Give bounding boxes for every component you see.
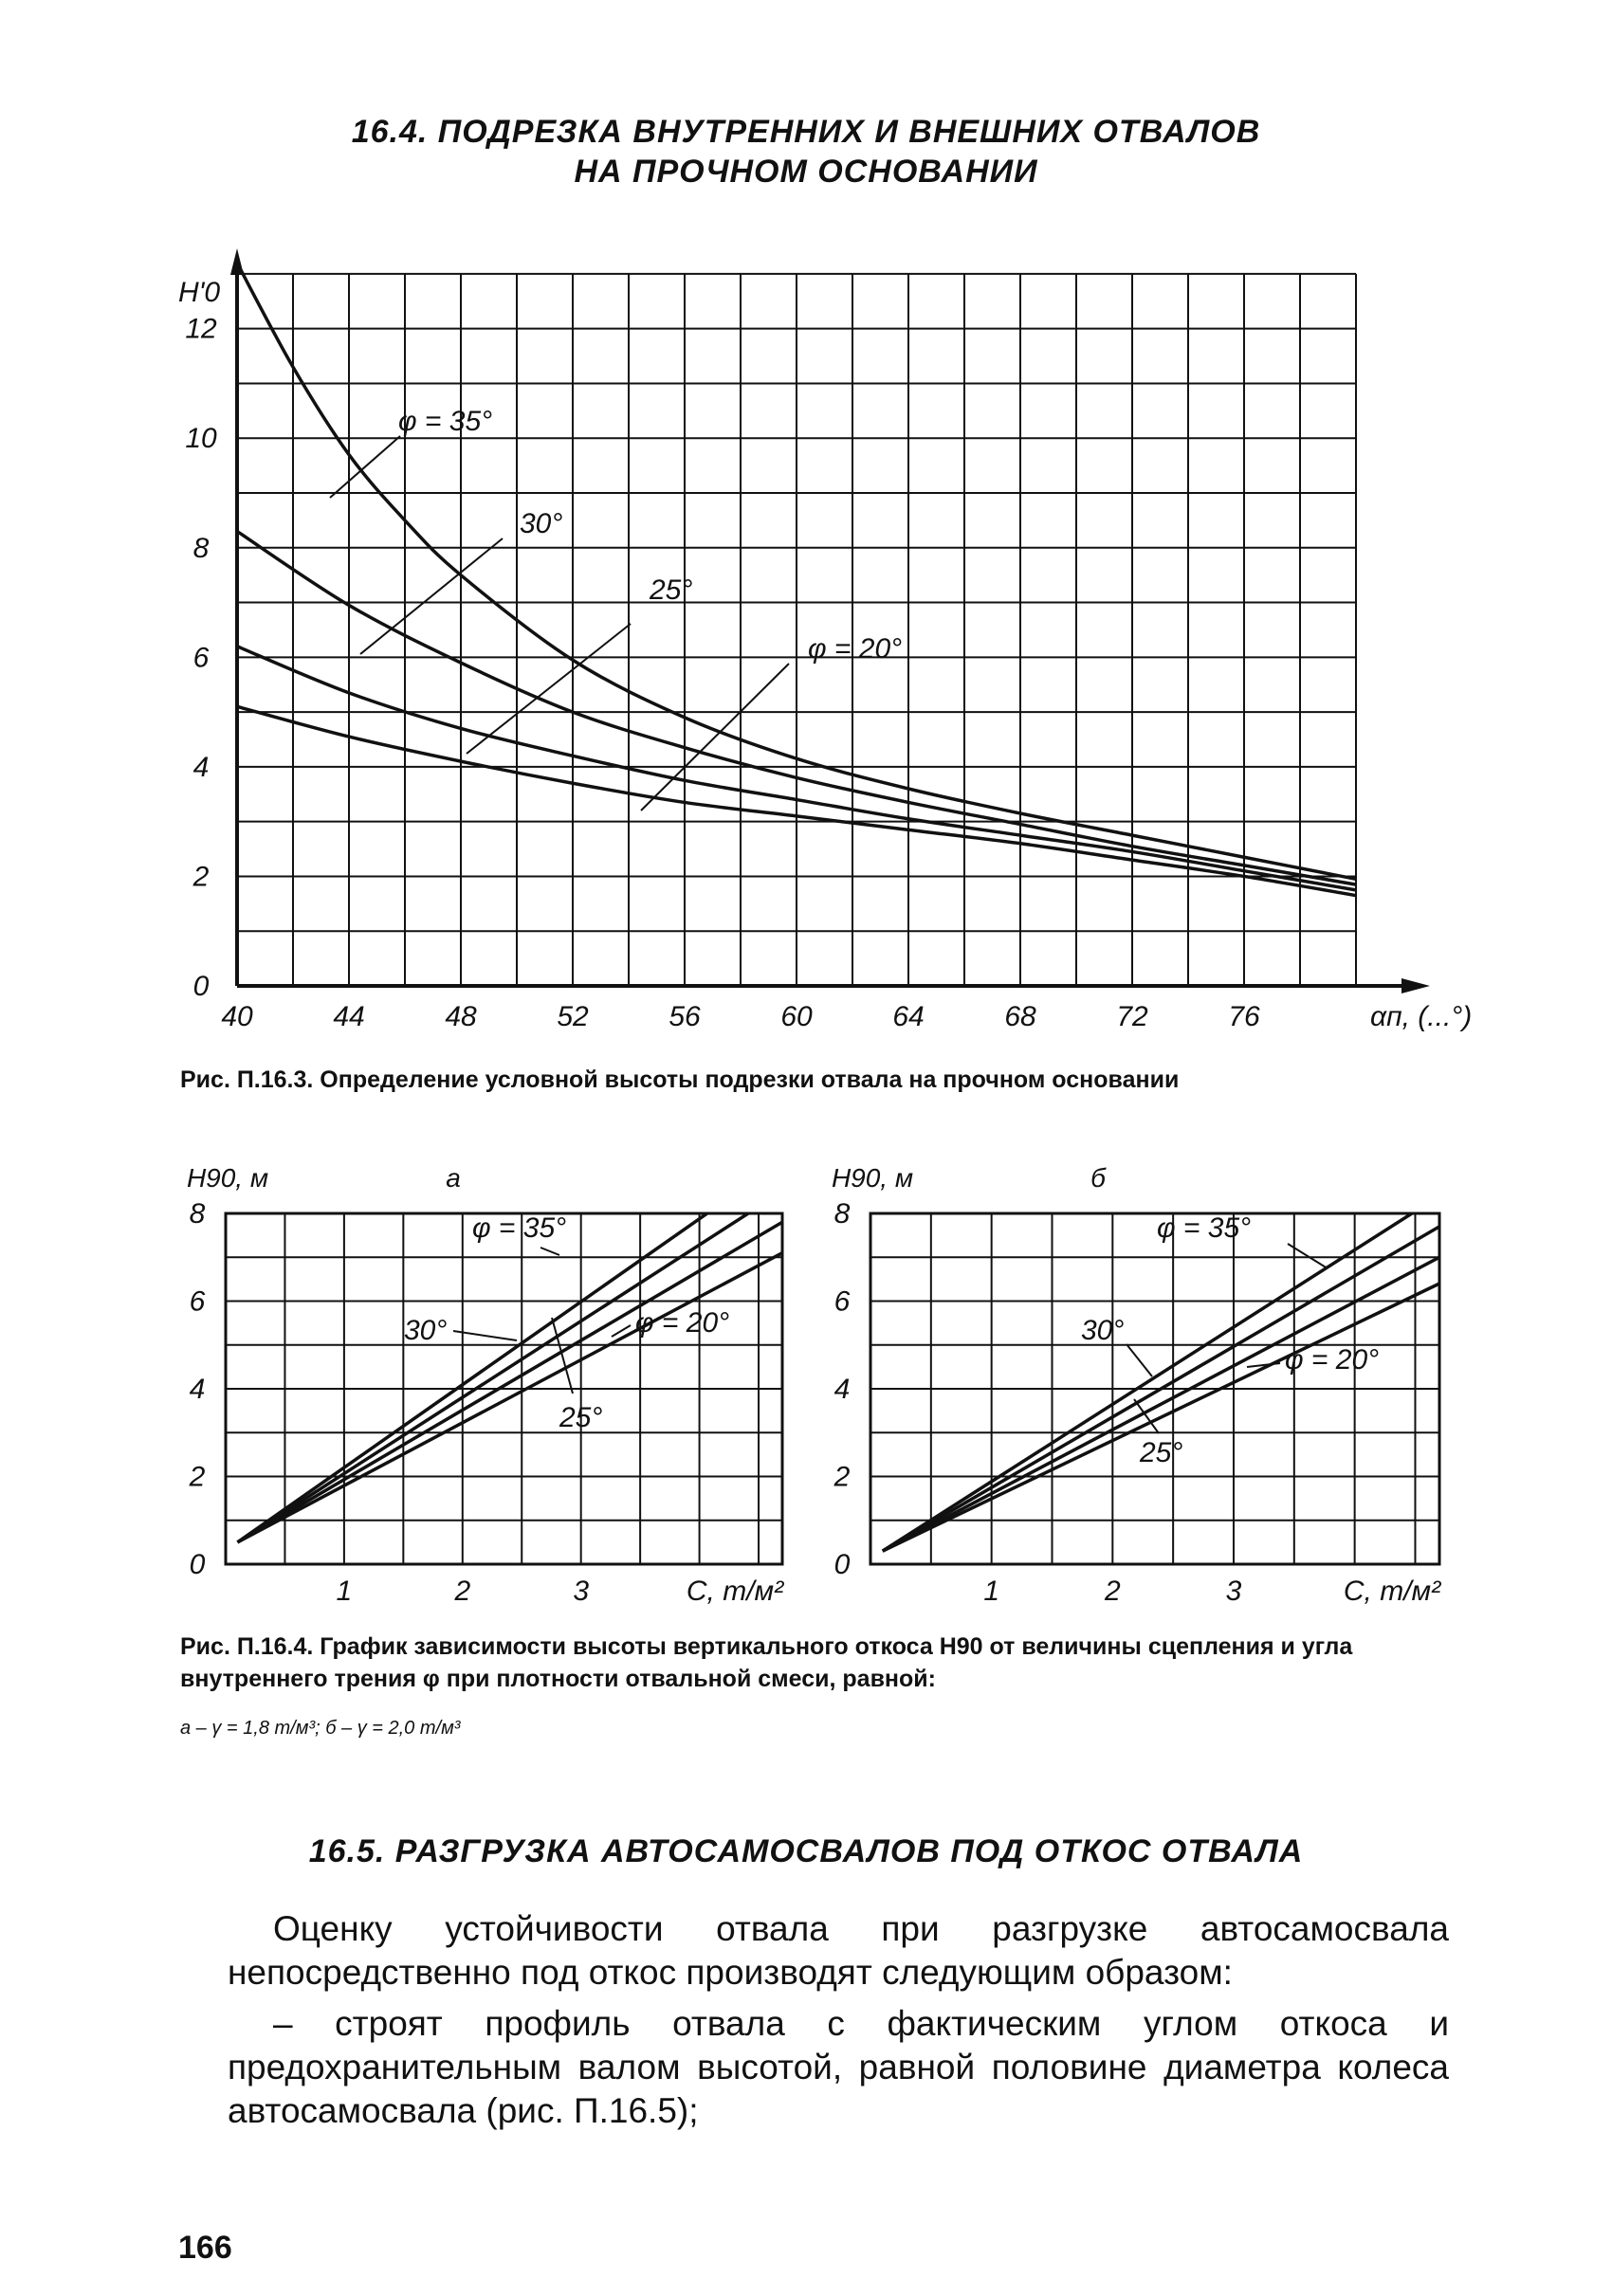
figure-p16-3-caption: Рис. П.16.3. Определение условной высоты подрезки отвала на прочном основании — [180, 1066, 1180, 1093]
x-tick-label: 56 — [669, 1001, 701, 1032]
y-tick-label: 8 — [833, 1198, 851, 1230]
y-tick-label: 0 — [833, 1549, 851, 1580]
leader-phi35 — [540, 1248, 559, 1255]
x-tick-label: 44 — [333, 1001, 365, 1032]
panel-a — [187, 1161, 784, 1608]
y-tick-label: 10 — [185, 423, 217, 455]
y-tick-label: 8 — [192, 532, 210, 564]
label-phi35: φ = 35° — [1157, 1212, 1252, 1244]
y-tick-label: 12 — [185, 313, 217, 345]
y-tick-label: 0 — [192, 971, 210, 1002]
label-phi20: φ = 20° — [635, 1307, 730, 1339]
x-tick-label: 52 — [557, 1001, 589, 1032]
leader-phi30 — [1127, 1344, 1152, 1376]
section-title-line-1: 16.4. ПОДРЕЗКА ВНУТРЕННИХ И ВНЕШНИХ ОТВАЛОВ — [351, 114, 1261, 150]
x-tick-label: 72 — [1116, 1001, 1148, 1032]
leader-phi-20 — [641, 664, 789, 811]
label-phi25: 25° — [559, 1402, 603, 1433]
panel-letter: а — [446, 1163, 461, 1193]
x-tick-label: 48 — [445, 1001, 477, 1032]
y-tick-label: 0 — [189, 1549, 206, 1580]
x-axis-label: С, т/м² — [686, 1576, 784, 1607]
y-tick-label: 4 — [192, 751, 210, 783]
label-phi-25: 25° — [650, 574, 693, 606]
label-phi-35: φ = 35° — [398, 406, 493, 437]
y-tick-label: 2 — [833, 1461, 851, 1493]
label-phi35: φ = 35° — [472, 1212, 567, 1244]
x-tick-label: 64 — [892, 1001, 925, 1032]
body-paragraph-2: – строят профиль отвала с фактическим углом откоса и предохранительным валом высотой, равной половине диаметра колеса автосамосвала (рис. П.16.5); — [228, 2004, 1449, 2130]
label-phi30: 30° — [1081, 1315, 1125, 1346]
x-tick-label: 1 — [983, 1576, 1000, 1607]
label-phi25: 25° — [1140, 1437, 1183, 1468]
y-tick-label: 8 — [189, 1198, 206, 1230]
label-phi30: 30° — [404, 1315, 448, 1346]
y-axis-label: H90, м — [831, 1163, 914, 1193]
section-title-16-5: 16.5. РАЗГРУЗКА АВТОСАМОСВАЛОВ ПОД ОТКОС ОТВАЛА — [308, 1833, 1304, 1869]
y-tick-label: 6 — [189, 1285, 206, 1318]
x-axis-arrow — [1401, 978, 1430, 993]
line-phi-30 — [237, 1192, 782, 1542]
x-tick-label: 3 — [1225, 1576, 1242, 1607]
y-tick-label: 4 — [833, 1374, 851, 1405]
figure-p16-4-caption: Рис. П.16.4. График зависимости высоты вертикального откоса H90 от величины сцепления и угла внутреннего трения φ при плотности отвальной смеси, равной: — [180, 1633, 1353, 1692]
x-tick-label: 76 — [1228, 1001, 1260, 1032]
y-axis-label: H'0 — [177, 277, 221, 308]
figure-p16-4-charts — [0, 1157, 1612, 1631]
x-axis-label: С, т/м² — [1343, 1576, 1441, 1607]
label-phi20: φ = 20° — [1285, 1344, 1380, 1376]
line-phi-20 — [883, 1284, 1439, 1551]
section-title-line-2: НА ПРОЧНОМ ОСНОВАНИИ — [574, 154, 1038, 190]
x-tick-label: 1 — [336, 1576, 353, 1607]
x-tick-label: 68 — [1004, 1001, 1036, 1032]
x-tick-label: 2 — [1104, 1576, 1121, 1607]
x-tick-label: 40 — [221, 1001, 253, 1032]
leader-phi-30 — [360, 538, 503, 654]
y-tick-label: 2 — [189, 1461, 206, 1493]
y-axis-label: H90, м — [186, 1163, 269, 1193]
x-tick-label: 60 — [780, 1001, 813, 1032]
label-phi-20: φ = 20° — [808, 633, 903, 665]
figure-p16-3-chart — [0, 0, 1612, 1062]
body-paragraph-1: Оценку устойчивости отвала при разгрузке автосамосвала непосредственно под откос производят следующим образом: — [228, 1909, 1449, 1992]
x-axis-label: αп, (...°) — [1370, 1001, 1473, 1032]
figure-p16-4-caption-density: а – γ = 1,8 т/м³; б – γ = 2,0 т/м³ — [180, 1718, 461, 1739]
y-tick-label: 4 — [189, 1374, 206, 1405]
page-number: 166 — [178, 2230, 232, 2266]
line-phi-25 — [237, 1222, 782, 1542]
line-phi-20 — [237, 1253, 782, 1542]
y-tick-label: 6 — [192, 642, 210, 674]
x-tick-label: 3 — [573, 1576, 590, 1607]
label-phi-30: 30° — [520, 508, 563, 539]
panel-b — [832, 1163, 1441, 1607]
y-tick-label: 6 — [833, 1285, 851, 1318]
panel-letter: б — [1090, 1163, 1106, 1193]
y-tick-label: 2 — [192, 861, 210, 893]
x-tick-label: 2 — [454, 1576, 471, 1607]
